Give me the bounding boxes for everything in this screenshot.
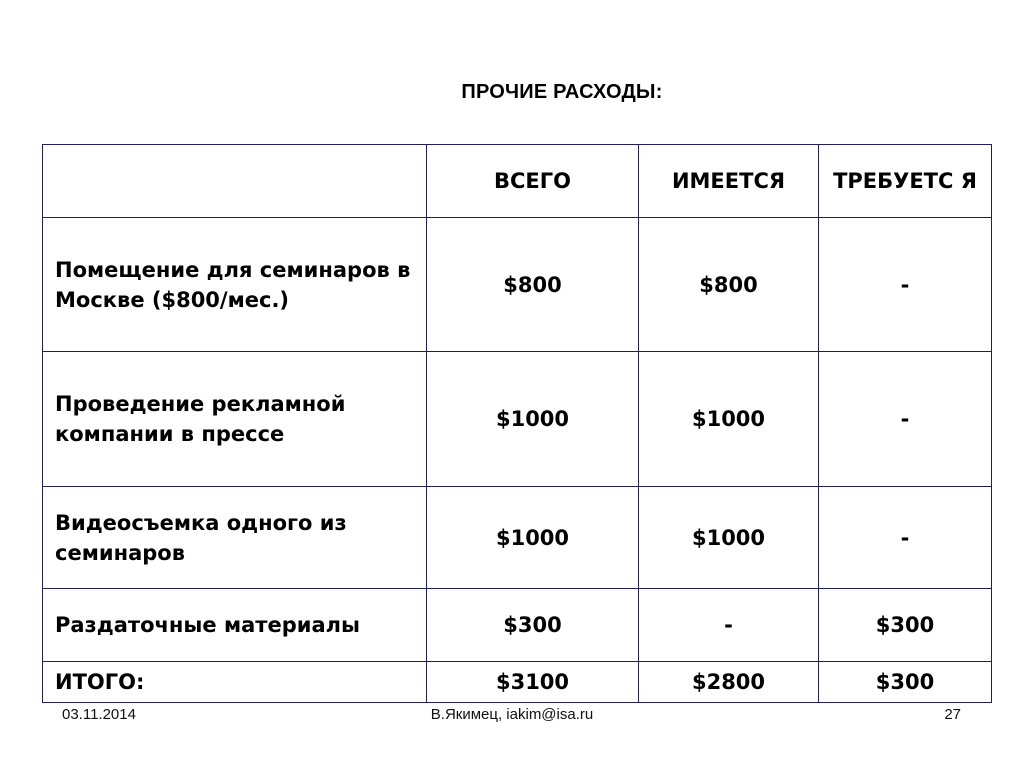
footer-date: 03.11.2014 xyxy=(62,706,136,723)
row-label: Помещение для семинаров в Москве ($800/мес.) xyxy=(43,218,427,352)
row-need: $300 xyxy=(819,589,992,662)
table-row xyxy=(43,352,992,487)
table-row xyxy=(43,589,992,662)
summary-row xyxy=(43,662,992,703)
footer-author: В.Якимец, iakim@isa.ru xyxy=(430,706,594,723)
row-label: Раздаточные материалы xyxy=(43,589,427,662)
summary-need: $300 xyxy=(819,662,992,703)
row-total: $1000 xyxy=(427,487,639,589)
row-total: $1000 xyxy=(427,352,639,487)
summary-have: $2800 xyxy=(639,662,819,703)
summary-label: ИТОГО: xyxy=(43,662,427,703)
expenses-table xyxy=(42,144,992,703)
row-label: Проведение рекламной компании в прессе xyxy=(43,352,427,487)
row-need: - xyxy=(819,487,992,589)
row-have: - xyxy=(639,589,819,662)
summary-total: $3100 xyxy=(427,662,639,703)
header-need: ТРЕБУЕТС Я xyxy=(819,145,992,218)
row-have: $1000 xyxy=(639,487,819,589)
header-empty-cell xyxy=(43,145,427,218)
row-need: - xyxy=(819,352,992,487)
header-have: ИМЕЕТСЯ xyxy=(639,145,819,218)
header-total: ВСЕГО xyxy=(427,145,639,218)
table-row xyxy=(43,218,992,352)
footer-page-number: 27 xyxy=(944,706,961,723)
row-have: $1000 xyxy=(639,352,819,487)
table-row xyxy=(43,487,992,589)
table-header-row xyxy=(43,145,992,218)
slide-title: ПРОЧИЕ РАСХОДЫ: xyxy=(461,81,663,103)
row-total: $300 xyxy=(427,589,639,662)
row-have: $800 xyxy=(639,218,819,352)
row-label: Видеосъемка одного из семинаров xyxy=(43,487,427,589)
row-total: $800 xyxy=(427,218,639,352)
row-need: - xyxy=(819,218,992,352)
